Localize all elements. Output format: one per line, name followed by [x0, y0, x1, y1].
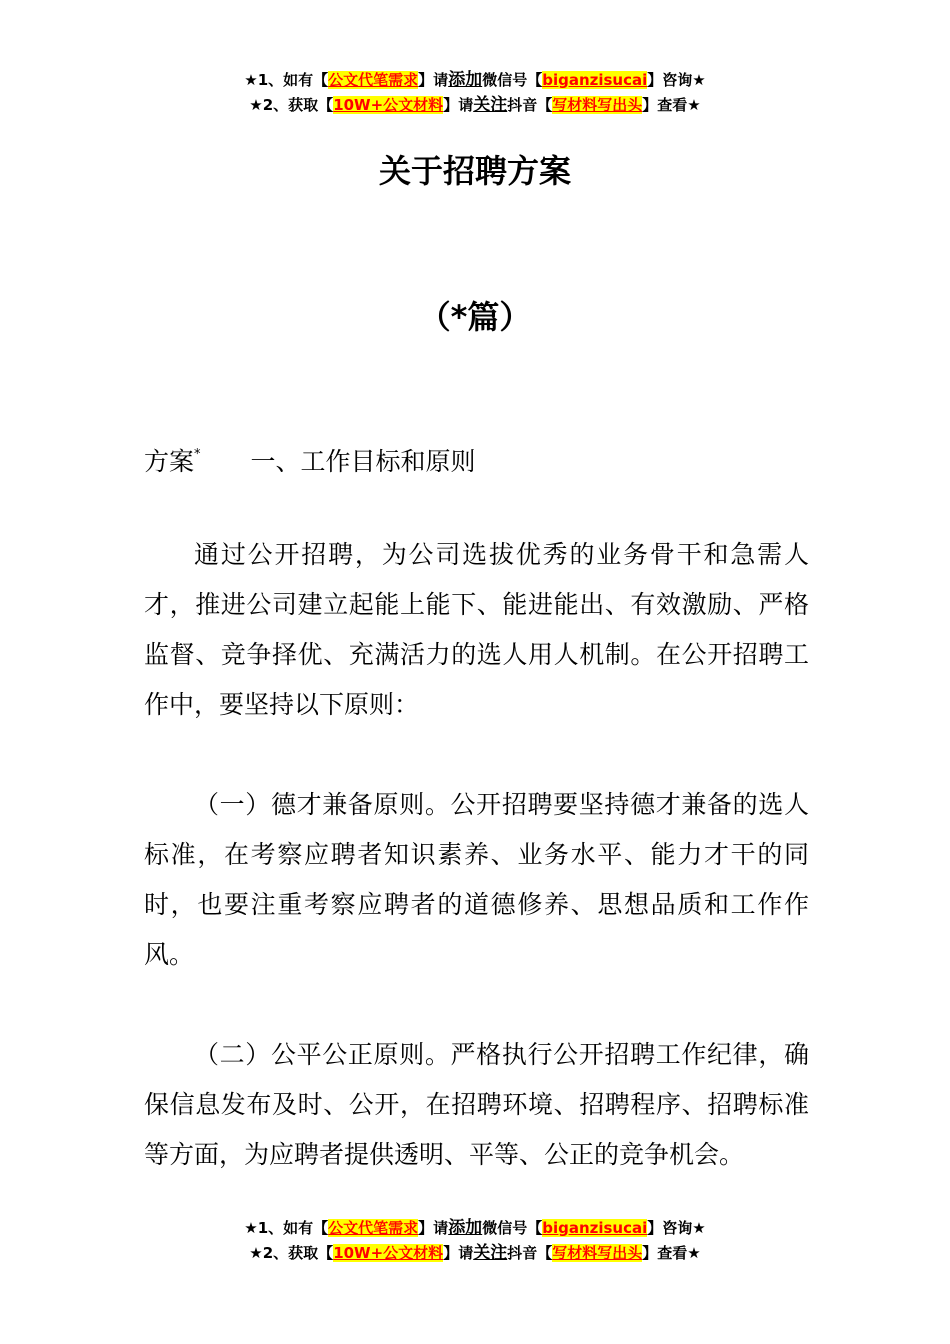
promo-highlight-wechat-id: biganzisucai	[542, 71, 648, 89]
promo-highlight-douyin-id: 写材料写出头	[552, 1244, 643, 1262]
promo-text: 】查看★	[642, 1244, 701, 1262]
paragraph-principle-merit: （一）德才兼备原则。公开招聘要坚持德才兼备的选人标准，在考察应聘者知识素养、业务水平、能力才干的同时，也要注重考察应聘者的道德修养、思想品质和工作作风。	[144, 790, 809, 969]
promo-underline-follow: 关注	[473, 95, 508, 115]
promo-text: ★2、获取【	[249, 96, 334, 114]
promo-text: 】咨询★	[647, 71, 706, 89]
promo-text: 】请	[443, 1244, 474, 1262]
promo-text: 】请	[443, 96, 474, 114]
paragraph-goals: 通过公开招聘，为公司选拔优秀的业务骨干和急需人才，推进公司建立起能上能下、能进能出、有效激励、严格监督、竞争择优、充满活力的选人用人机制。在公开招聘工作中，要坚持以下原则：	[144, 540, 809, 719]
promo-text: 】查看★	[642, 96, 701, 114]
promo-text: 】请	[418, 71, 449, 89]
promo-highlight-wechat-id: biganzisucai	[542, 1219, 648, 1237]
promo-highlight-service: 公文代笔需求	[328, 1219, 419, 1237]
promo-highlight-materials: 10W+公文材料	[333, 1244, 444, 1262]
promo-underline-add: 添加	[448, 1218, 483, 1238]
promo-line-2	[0, 1241, 950, 1266]
promo-banner-bottom	[0, 1216, 950, 1266]
promo-text: ★2、获取【	[249, 1244, 334, 1262]
heading-mark: *	[194, 447, 201, 462]
promo-highlight-service: 公文代笔需求	[328, 71, 419, 89]
promo-text: 抖音【	[507, 96, 553, 114]
promo-highlight-materials: 10W+公文材料	[333, 96, 444, 114]
paragraph-principle-fairness: （二）公平公正原则。严格执行公开招聘工作纪律，确保信息发布及时、公开，在招聘环境、招聘程序、招聘标准等方面，为应聘者提供透明、平等、公正的竞争机会。	[144, 1040, 809, 1169]
section-heading	[144, 430, 476, 487]
promo-text: ★1、如有【	[244, 71, 329, 89]
heading-text: 一、工作目标和原则	[250, 447, 476, 476]
promo-text: 抖音【	[507, 1244, 553, 1262]
promo-text: 微信号【	[482, 71, 543, 89]
promo-highlight-douyin-id: 写材料写出头	[552, 96, 643, 114]
promo-underline-add: 添加	[448, 70, 483, 90]
promo-text: 】咨询★	[647, 1219, 706, 1237]
promo-line-1	[0, 1216, 950, 1241]
promo-line-1	[0, 68, 950, 93]
promo-text: 微信号【	[482, 1219, 543, 1237]
document-subtitle: （*篇）	[418, 298, 532, 336]
promo-line-2	[0, 93, 950, 118]
promo-text: 】请	[418, 1219, 449, 1237]
promo-underline-follow: 关注	[473, 1243, 508, 1263]
promo-text: ★1、如有【	[244, 1219, 329, 1237]
heading-prefix: 方案	[144, 447, 195, 476]
document-title: 关于招聘方案	[378, 152, 571, 190]
promo-banner-top	[0, 68, 950, 118]
